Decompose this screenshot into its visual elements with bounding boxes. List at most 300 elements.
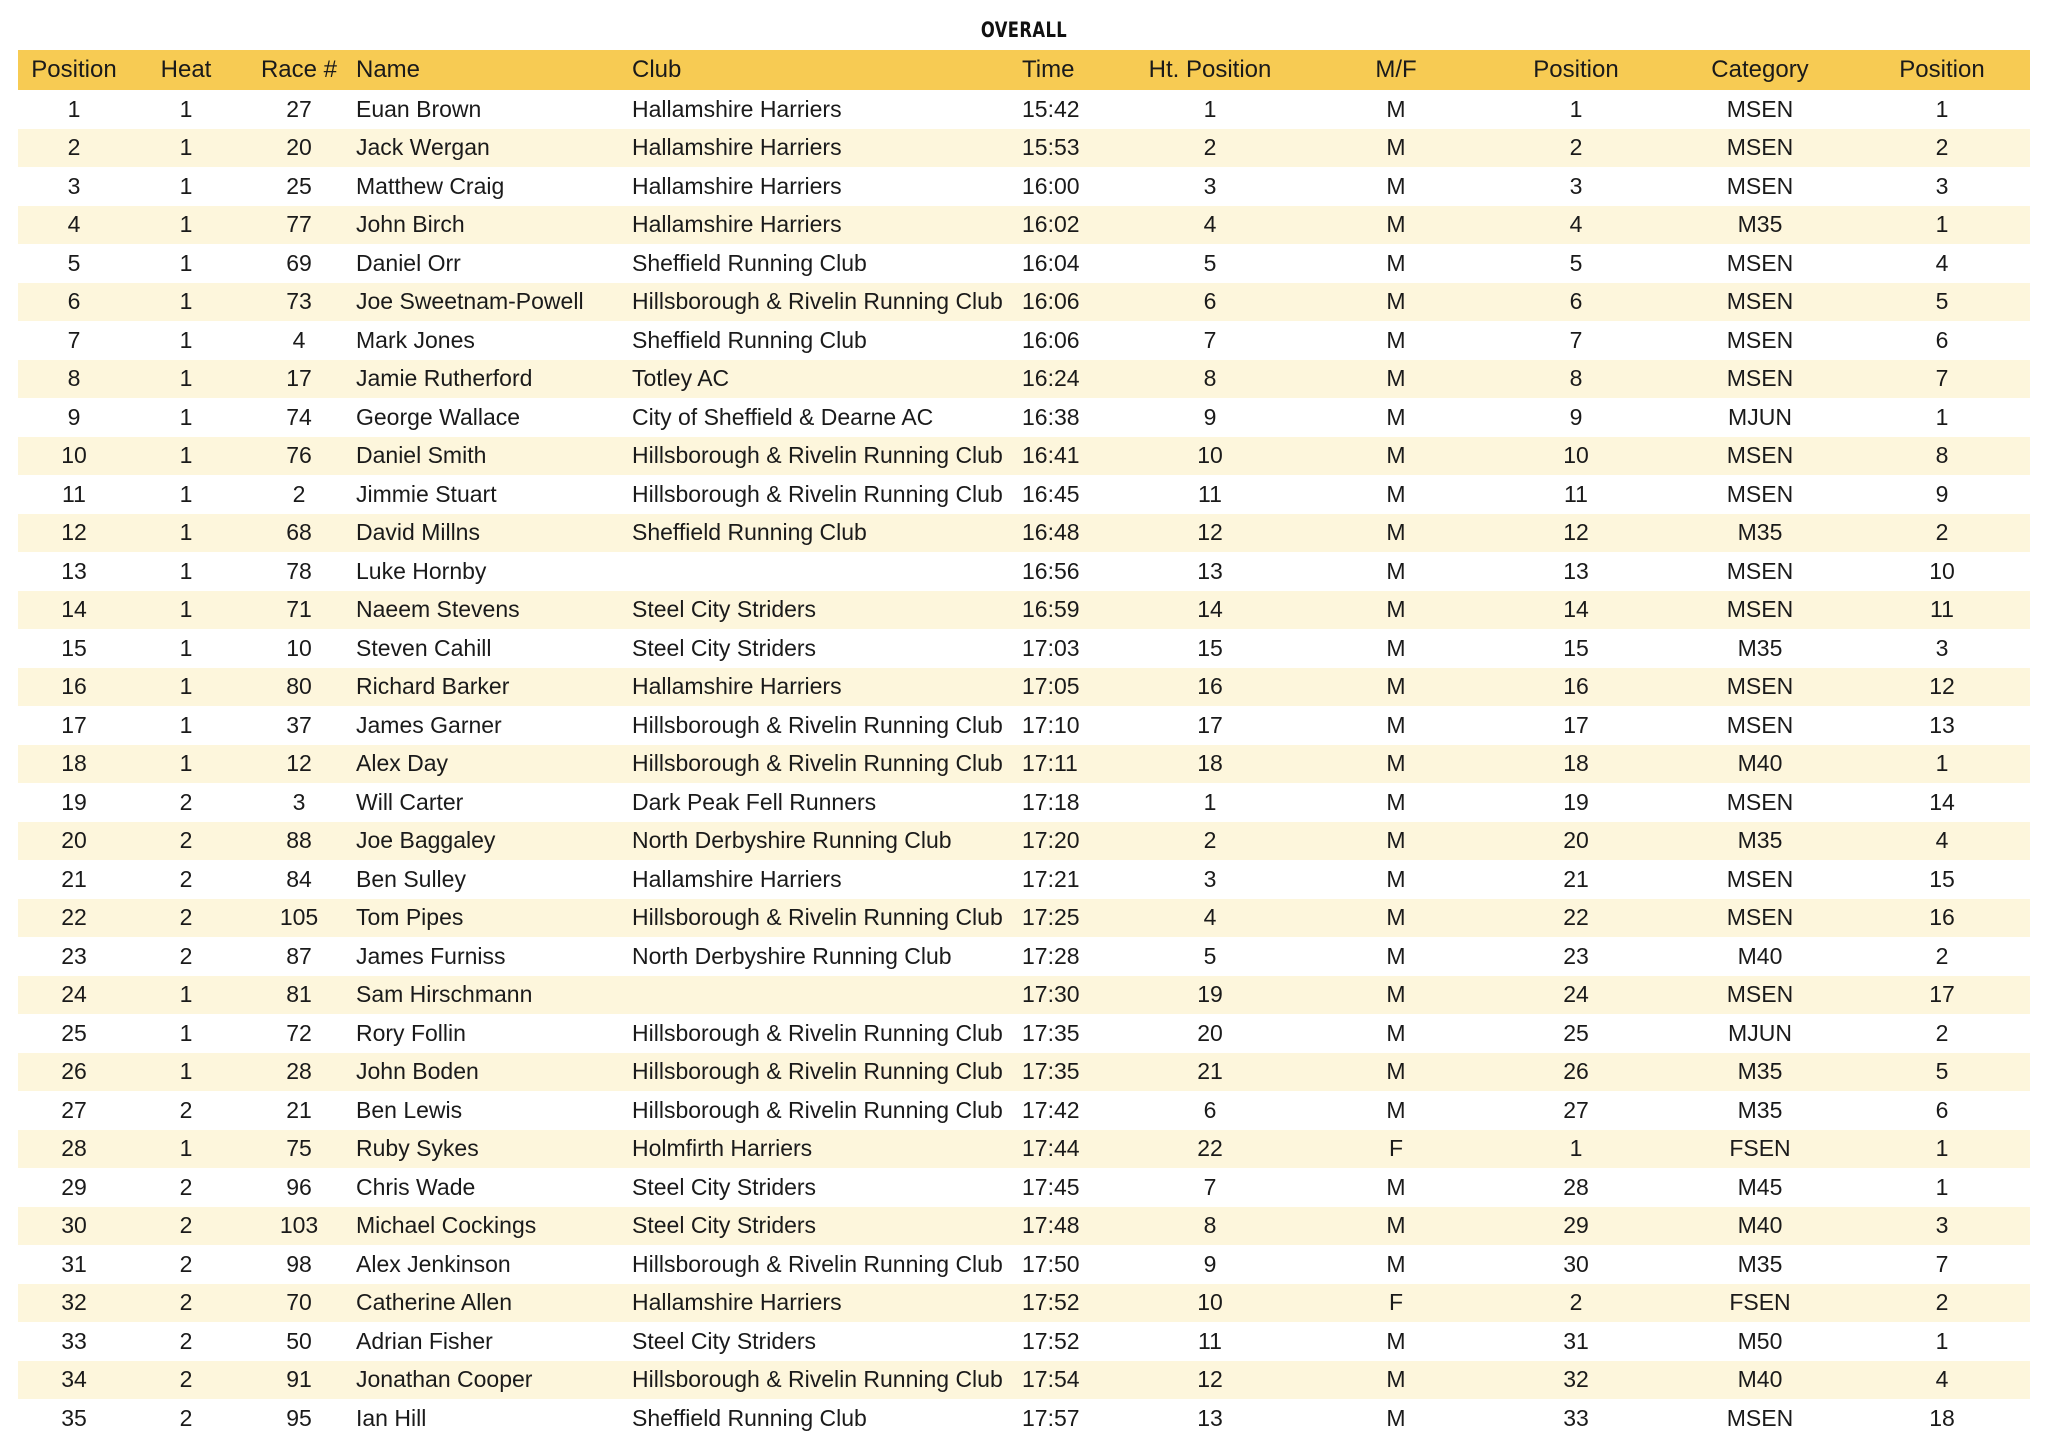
cell-gender-position: 4 bbox=[1486, 206, 1666, 245]
cell-category: M40 bbox=[1737, 942, 1783, 969]
cell-race-number: 76 bbox=[242, 437, 356, 476]
cell-gender: M bbox=[1306, 437, 1486, 476]
cell-heat: 1 bbox=[130, 437, 242, 476]
cell-heat-position: 8 bbox=[1114, 1207, 1306, 1246]
cell-position: 23 bbox=[61, 942, 87, 969]
cell-position: 30 bbox=[18, 1207, 130, 1246]
cell-club: Hillsborough & Rivelin Running Club bbox=[632, 711, 1003, 738]
table-row bbox=[18, 1091, 2030, 1130]
cell-race-number: 78 bbox=[286, 557, 312, 584]
cell-name: Tom Pipes bbox=[356, 899, 632, 938]
cell-race-number: 96 bbox=[286, 1173, 312, 1200]
cell-heat-position: 19 bbox=[1114, 976, 1306, 1015]
cell-time: 17:11 bbox=[1022, 745, 1114, 784]
cell-category: MSEN bbox=[1726, 711, 1794, 738]
cell-gender: M bbox=[1306, 360, 1486, 399]
cell-heat: 1 bbox=[130, 668, 242, 707]
table-row bbox=[18, 860, 2030, 899]
cell-gender: M bbox=[1386, 865, 1406, 892]
cell-category: MSEN bbox=[1726, 1404, 1794, 1431]
cell-time: 17:18 bbox=[1022, 788, 1080, 815]
cell-race-number: 84 bbox=[286, 865, 312, 892]
cell-heat-position: 7 bbox=[1203, 1173, 1217, 1200]
cell-gender-position: 31 bbox=[1563, 1327, 1589, 1354]
page-title: OVERALL bbox=[980, 18, 1068, 42]
cell-category-position: 3 bbox=[1935, 634, 1949, 661]
cell-position: 24 bbox=[18, 976, 130, 1015]
cell-gender-position: 32 bbox=[1486, 1361, 1666, 1400]
cell-heat-position: 10 bbox=[1114, 1284, 1306, 1323]
cell-category: M35 bbox=[1737, 1250, 1783, 1277]
column-header-category-position: Position bbox=[1854, 50, 2030, 90]
cell-heat: 1 bbox=[179, 1019, 193, 1046]
cell-heat: 2 bbox=[179, 1250, 193, 1277]
cell-gender-position: 13 bbox=[1563, 557, 1589, 584]
cell-gender: M bbox=[1386, 942, 1406, 969]
cell-name: Jack Wergan bbox=[356, 129, 632, 168]
cell-heat-position: 5 bbox=[1203, 249, 1217, 276]
cell-name: Ruby Sykes bbox=[356, 1130, 632, 1169]
cell-gender: M bbox=[1386, 403, 1406, 430]
cell-time: 17:44 bbox=[1022, 1130, 1114, 1169]
cell-name: Alex Day bbox=[356, 745, 632, 784]
cell-category-position: 17 bbox=[1854, 976, 2030, 1015]
cell-race-number: 68 bbox=[242, 514, 356, 553]
cell-name: Ian Hill bbox=[356, 1404, 427, 1431]
table-row bbox=[18, 1284, 2030, 1323]
cell-category: MSEN bbox=[1666, 668, 1854, 707]
cell-category-position: 3 bbox=[1935, 172, 1949, 199]
cell-gender-position: 8 bbox=[1486, 360, 1666, 399]
cell-gender-position: 17 bbox=[1563, 711, 1589, 738]
cell-category-position: 1 bbox=[1935, 403, 1949, 430]
cell-gender-position: 28 bbox=[1563, 1173, 1589, 1200]
cell-name: Jamie Rutherford bbox=[356, 360, 632, 399]
cell-heat-position: 4 bbox=[1114, 206, 1306, 245]
cell-heat-position: 13 bbox=[1197, 557, 1223, 584]
cell-heat: 2 bbox=[179, 788, 193, 815]
cell-name: Joe Baggaley bbox=[356, 822, 632, 861]
cell-heat: 2 bbox=[130, 1207, 242, 1246]
cell-heat-position: 16 bbox=[1114, 668, 1306, 707]
cell-position: 13 bbox=[61, 557, 87, 584]
cell-club: Hallamshire Harriers bbox=[632, 1284, 1022, 1323]
cell-gender: M bbox=[1306, 745, 1486, 784]
cell-gender-position: 12 bbox=[1486, 514, 1666, 553]
table-row bbox=[18, 591, 2030, 630]
cell-position: 3 bbox=[67, 172, 81, 199]
cell-club: Hillsborough & Rivelin Running Club bbox=[632, 745, 1022, 784]
cell-category-position: 5 bbox=[1854, 283, 2030, 322]
cell-category: MSEN bbox=[1666, 976, 1854, 1015]
cell-gender-position: 6 bbox=[1486, 283, 1666, 322]
cell-category: MSEN bbox=[1726, 557, 1794, 584]
cell-position: 33 bbox=[61, 1327, 87, 1354]
cell-category-position: 4 bbox=[1935, 249, 1949, 276]
cell-race-number: 20 bbox=[242, 129, 356, 168]
column-header-gender: M/F bbox=[1306, 50, 1486, 90]
cell-heat: 1 bbox=[130, 591, 242, 630]
table-row bbox=[18, 937, 2030, 976]
cell-position: 29 bbox=[61, 1173, 87, 1200]
cell-heat: 2 bbox=[179, 1096, 193, 1123]
cell-gender-position: 29 bbox=[1486, 1207, 1666, 1246]
cell-race-number: 81 bbox=[242, 976, 356, 1015]
table-row bbox=[18, 629, 2030, 668]
cell-heat: 1 bbox=[130, 1053, 242, 1092]
cell-time: 16:41 bbox=[1022, 437, 1114, 476]
cell-name: Joe Sweetnam-Powell bbox=[356, 283, 632, 322]
cell-club: Steel City Striders bbox=[632, 1173, 817, 1200]
cell-position: 14 bbox=[18, 591, 130, 630]
cell-heat: 2 bbox=[179, 1173, 193, 1200]
table-row bbox=[18, 206, 2030, 245]
cell-heat-position: 2 bbox=[1114, 822, 1306, 861]
cell-gender-position: 25 bbox=[1563, 1019, 1589, 1046]
cell-club: Steel City Striders bbox=[632, 591, 1022, 630]
cell-heat-position: 11 bbox=[1198, 1327, 1222, 1354]
cell-gender-position: 5 bbox=[1569, 249, 1583, 276]
cell-race-number: 27 bbox=[286, 95, 312, 122]
column-header-club: Club bbox=[632, 50, 1022, 90]
cell-time: 16:59 bbox=[1022, 591, 1114, 630]
cell-category-position: 8 bbox=[1854, 437, 2030, 476]
cell-heat-position: 21 bbox=[1114, 1053, 1306, 1092]
cell-position: 32 bbox=[18, 1284, 130, 1323]
cell-category: MSEN bbox=[1726, 865, 1794, 892]
cell-name: Chris Wade bbox=[356, 1173, 476, 1200]
cell-name: Ben Lewis bbox=[356, 1096, 463, 1123]
cell-position: 11 bbox=[62, 480, 86, 507]
table-row bbox=[18, 822, 2030, 861]
cell-club: Hallamshire Harriers bbox=[632, 95, 842, 122]
table-row bbox=[18, 706, 2030, 745]
cell-heat-position: 1 bbox=[1203, 95, 1217, 122]
cell-position: 5 bbox=[67, 249, 81, 276]
table-row bbox=[18, 668, 2030, 707]
cell-category: FSEN bbox=[1666, 1284, 1854, 1323]
cell-gender: F bbox=[1306, 1284, 1486, 1323]
cell-club: Holmfirth Harriers bbox=[632, 1130, 1022, 1169]
table-row bbox=[18, 783, 2030, 822]
cell-position: 19 bbox=[61, 788, 87, 815]
cell-category-position: 16 bbox=[1854, 899, 2030, 938]
cell-club: Totley AC bbox=[632, 360, 1022, 399]
cell-club: Hillsborough & Rivelin Running Club bbox=[632, 1053, 1022, 1092]
cell-gender: M bbox=[1306, 206, 1486, 245]
cell-heat-position: 6 bbox=[1114, 283, 1306, 322]
cell-club: Hillsborough & Rivelin Running Club bbox=[632, 1096, 1003, 1123]
column-header-position: Position bbox=[18, 50, 130, 90]
cell-gender: M bbox=[1306, 514, 1486, 553]
cell-category-position: 4 bbox=[1854, 822, 2030, 861]
cell-position: 31 bbox=[61, 1250, 87, 1277]
table-row bbox=[18, 745, 2030, 784]
cell-heat-position: 5 bbox=[1203, 942, 1217, 969]
table-row bbox=[18, 1130, 2030, 1169]
cell-heat: 1 bbox=[179, 634, 193, 661]
cell-time: 17:05 bbox=[1022, 668, 1114, 707]
cell-gender: M bbox=[1306, 822, 1486, 861]
cell-race-number: 12 bbox=[242, 745, 356, 784]
cell-heat: 1 bbox=[179, 711, 193, 738]
cell-club: Steel City Striders bbox=[632, 1327, 817, 1354]
cell-race-number: 37 bbox=[286, 711, 312, 738]
cell-club: Hillsborough & Rivelin Running Club bbox=[632, 1361, 1022, 1400]
cell-gender-position: 30 bbox=[1563, 1250, 1589, 1277]
cell-heat: 1 bbox=[130, 976, 242, 1015]
table-row bbox=[18, 475, 2030, 514]
cell-heat-position: 10 bbox=[1114, 437, 1306, 476]
table-row bbox=[18, 1014, 2030, 1053]
table-row bbox=[18, 360, 2030, 399]
cell-category: M35 bbox=[1737, 634, 1783, 661]
header-row bbox=[18, 50, 2030, 90]
cell-category-position: 6 bbox=[1935, 1096, 1949, 1123]
cell-category: MSEN bbox=[1726, 480, 1794, 507]
cell-race-number: 72 bbox=[286, 1019, 312, 1046]
cell-club: Hillsborough & Rivelin Running Club bbox=[632, 1250, 1003, 1277]
cell-category-position: 1 bbox=[1854, 1130, 2030, 1169]
cell-race-number: 73 bbox=[242, 283, 356, 322]
cell-gender: M bbox=[1306, 591, 1486, 630]
cell-race-number: 87 bbox=[286, 942, 312, 969]
cell-heat: 1 bbox=[130, 745, 242, 784]
cell-race-number: 17 bbox=[242, 360, 356, 399]
cell-time: 16:45 bbox=[1022, 480, 1080, 507]
cell-category: M40 bbox=[1666, 745, 1854, 784]
cell-gender: M bbox=[1306, 976, 1486, 1015]
cell-gender-position: 9 bbox=[1569, 403, 1583, 430]
cell-heat-position: 20 bbox=[1197, 1019, 1223, 1046]
cell-heat: 2 bbox=[130, 899, 242, 938]
cell-name: John Birch bbox=[356, 206, 632, 245]
cell-race-number: 4 bbox=[292, 326, 306, 353]
cell-gender: M bbox=[1386, 1173, 1406, 1200]
cell-gender: M bbox=[1386, 1019, 1406, 1046]
cell-name: Naeem Stevens bbox=[356, 591, 632, 630]
cell-position: 10 bbox=[18, 437, 130, 476]
cell-gender-position: 7 bbox=[1569, 326, 1583, 353]
cell-club: City of Sheffield & Dearne AC bbox=[632, 403, 934, 430]
cell-club: Hallamshire Harriers bbox=[632, 668, 1022, 707]
table-row bbox=[18, 1399, 2030, 1438]
cell-club: Hallamshire Harriers bbox=[632, 865, 842, 892]
cell-gender: M bbox=[1306, 1361, 1486, 1400]
cell-position: 8 bbox=[18, 360, 130, 399]
cell-race-number: 95 bbox=[286, 1404, 312, 1431]
cell-heat: 2 bbox=[179, 1327, 193, 1354]
cell-time: 17:25 bbox=[1022, 899, 1114, 938]
cell-time: 16:06 bbox=[1022, 283, 1114, 322]
cell-time: 17:57 bbox=[1022, 1404, 1080, 1431]
cell-position: 1 bbox=[67, 95, 81, 122]
cell-gender: M bbox=[1386, 172, 1406, 199]
cell-club: North Derbyshire Running Club bbox=[632, 822, 1022, 861]
cell-category-position: 13 bbox=[1929, 711, 1955, 738]
cell-name: John Boden bbox=[356, 1053, 632, 1092]
cell-category: MSEN bbox=[1726, 172, 1794, 199]
cell-position: 7 bbox=[67, 326, 81, 353]
cell-category-position: 6 bbox=[1935, 326, 1949, 353]
cell-category-position: 1 bbox=[1935, 1327, 1949, 1354]
table-row bbox=[18, 552, 2030, 591]
cell-heat-position: 1 bbox=[1203, 788, 1217, 815]
cell-heat: 1 bbox=[179, 95, 193, 122]
cell-position: 2 bbox=[18, 129, 130, 168]
cell-gender: M bbox=[1386, 95, 1406, 122]
cell-category-position: 1 bbox=[1935, 1173, 1949, 1200]
cell-position: 28 bbox=[18, 1130, 130, 1169]
cell-time: 17:20 bbox=[1022, 822, 1114, 861]
cell-gender: M bbox=[1386, 1327, 1406, 1354]
cell-category: M35 bbox=[1737, 1096, 1783, 1123]
cell-club: Hillsborough & Rivelin Running Club bbox=[632, 437, 1022, 476]
cell-heat: 1 bbox=[130, 514, 242, 553]
cell-heat-position: 17 bbox=[1197, 711, 1223, 738]
cell-category-position: 15 bbox=[1929, 865, 1955, 892]
cell-category-position: 2 bbox=[1935, 942, 1949, 969]
cell-name: Matthew Craig bbox=[356, 172, 505, 199]
cell-race-number: 105 bbox=[242, 899, 356, 938]
cell-race-number: 75 bbox=[242, 1130, 356, 1169]
cell-club: Hillsborough & Rivelin Running Club bbox=[632, 899, 1022, 938]
cell-position: 35 bbox=[61, 1404, 87, 1431]
cell-name: Daniel Smith bbox=[356, 437, 632, 476]
cell-race-number: 69 bbox=[286, 249, 312, 276]
cell-category: MSEN bbox=[1726, 788, 1794, 815]
table-row bbox=[18, 167, 2030, 206]
column-header-time: Time bbox=[1022, 50, 1114, 90]
cell-time: 16:38 bbox=[1022, 403, 1080, 430]
cell-heat: 1 bbox=[179, 480, 193, 507]
cell-position: 16 bbox=[18, 668, 130, 707]
results-table bbox=[18, 50, 2030, 1438]
cell-race-number: 21 bbox=[286, 1096, 312, 1123]
table-row bbox=[18, 90, 2030, 129]
cell-time: 17:03 bbox=[1022, 634, 1080, 661]
cell-position: 9 bbox=[67, 403, 81, 430]
cell-gender-position: 3 bbox=[1569, 172, 1583, 199]
cell-heat-position: 3 bbox=[1203, 172, 1217, 199]
cell-category: M35 bbox=[1666, 1053, 1854, 1092]
cell-category-position: 2 bbox=[1854, 514, 2030, 553]
cell-heat: 1 bbox=[130, 206, 242, 245]
cell-race-number: 103 bbox=[242, 1207, 356, 1246]
cell-gender: M bbox=[1306, 668, 1486, 707]
cell-time: 17:35 bbox=[1022, 1053, 1114, 1092]
cell-race-number: 10 bbox=[286, 634, 312, 661]
cell-position: 34 bbox=[18, 1361, 130, 1400]
cell-gender: M bbox=[1386, 1250, 1406, 1277]
cell-gender: M bbox=[1306, 899, 1486, 938]
cell-name: James Furniss bbox=[356, 942, 506, 969]
cell-position: 21 bbox=[61, 865, 87, 892]
cell-club bbox=[632, 976, 1022, 1015]
cell-category: MSEN bbox=[1666, 129, 1854, 168]
cell-position: 4 bbox=[18, 206, 130, 245]
cell-heat-position: 2 bbox=[1114, 129, 1306, 168]
cell-position: 15 bbox=[61, 634, 87, 661]
cell-gender-position: 20 bbox=[1486, 822, 1666, 861]
cell-gender-position: 26 bbox=[1486, 1053, 1666, 1092]
cell-time: 17:28 bbox=[1022, 942, 1080, 969]
cell-heat-position: 15 bbox=[1197, 634, 1223, 661]
cell-time: 16:00 bbox=[1022, 172, 1080, 199]
cell-heat: 1 bbox=[130, 283, 242, 322]
cell-heat: 1 bbox=[130, 1130, 242, 1169]
table-row bbox=[18, 129, 2030, 168]
cell-category: MSEN bbox=[1726, 249, 1794, 276]
cell-category: MSEN bbox=[1666, 283, 1854, 322]
cell-club: Hillsborough & Rivelin Running Club bbox=[632, 1019, 1003, 1046]
cell-heat-position: 18 bbox=[1114, 745, 1306, 784]
column-header-heat-position: Ht. Position bbox=[1114, 50, 1306, 90]
cell-time: 17:21 bbox=[1022, 865, 1080, 892]
table-row bbox=[18, 437, 2030, 476]
cell-club: North Derbyshire Running Club bbox=[632, 942, 952, 969]
cell-name: George Wallace bbox=[356, 403, 521, 430]
cell-club: Sheffield Running Club bbox=[632, 514, 1022, 553]
table-row bbox=[18, 283, 2030, 322]
cell-gender-position: 10 bbox=[1486, 437, 1666, 476]
cell-category: MSEN bbox=[1726, 95, 1794, 122]
cell-gender-position: 22 bbox=[1486, 899, 1666, 938]
cell-gender-position: 15 bbox=[1563, 634, 1589, 661]
cell-club: Dark Peak Fell Runners bbox=[632, 788, 877, 815]
cell-gender: M bbox=[1386, 634, 1406, 661]
cell-race-number: 71 bbox=[242, 591, 356, 630]
cell-position: 26 bbox=[18, 1053, 130, 1092]
cell-position: 6 bbox=[18, 283, 130, 322]
cell-position: 25 bbox=[61, 1019, 87, 1046]
cell-club bbox=[632, 552, 1022, 591]
cell-time: 16:04 bbox=[1022, 249, 1080, 276]
cell-gender: M bbox=[1306, 283, 1486, 322]
cell-club: Hallamshire Harriers bbox=[632, 129, 1022, 168]
cell-time: 17:35 bbox=[1022, 1019, 1080, 1046]
cell-race-number: 28 bbox=[242, 1053, 356, 1092]
cell-gender-position: 33 bbox=[1563, 1404, 1589, 1431]
cell-category-position: 7 bbox=[1854, 360, 2030, 399]
cell-time: 16:48 bbox=[1022, 514, 1114, 553]
cell-club: Sheffield Running Club bbox=[632, 326, 867, 353]
cell-category: M35 bbox=[1666, 822, 1854, 861]
cell-club: Steel City Striders bbox=[632, 634, 817, 661]
cell-gender: M bbox=[1386, 1096, 1406, 1123]
cell-category-position: 7 bbox=[1935, 1250, 1949, 1277]
cell-category-position: 18 bbox=[1929, 1404, 1955, 1431]
cell-race-number: 88 bbox=[242, 822, 356, 861]
cell-club: Hallamshire Harriers bbox=[632, 206, 1022, 245]
cell-category-position: 1 bbox=[1854, 745, 2030, 784]
cell-category-position: 14 bbox=[1929, 788, 1955, 815]
cell-race-number: 3 bbox=[292, 788, 306, 815]
cell-heat: 2 bbox=[179, 865, 193, 892]
cell-gender-position: 23 bbox=[1563, 942, 1589, 969]
cell-gender: M bbox=[1306, 1207, 1486, 1246]
cell-heat: 1 bbox=[179, 403, 193, 430]
table-row bbox=[18, 1245, 2030, 1284]
column-header-category: Category bbox=[1666, 50, 1854, 90]
cell-name: Jonathan Cooper bbox=[356, 1361, 632, 1400]
cell-gender: M bbox=[1386, 557, 1406, 584]
cell-category: FSEN bbox=[1666, 1130, 1854, 1169]
cell-position: 12 bbox=[18, 514, 130, 553]
table-row bbox=[18, 321, 2030, 360]
cell-race-number: 77 bbox=[242, 206, 356, 245]
cell-category-position: 2 bbox=[1854, 129, 2030, 168]
